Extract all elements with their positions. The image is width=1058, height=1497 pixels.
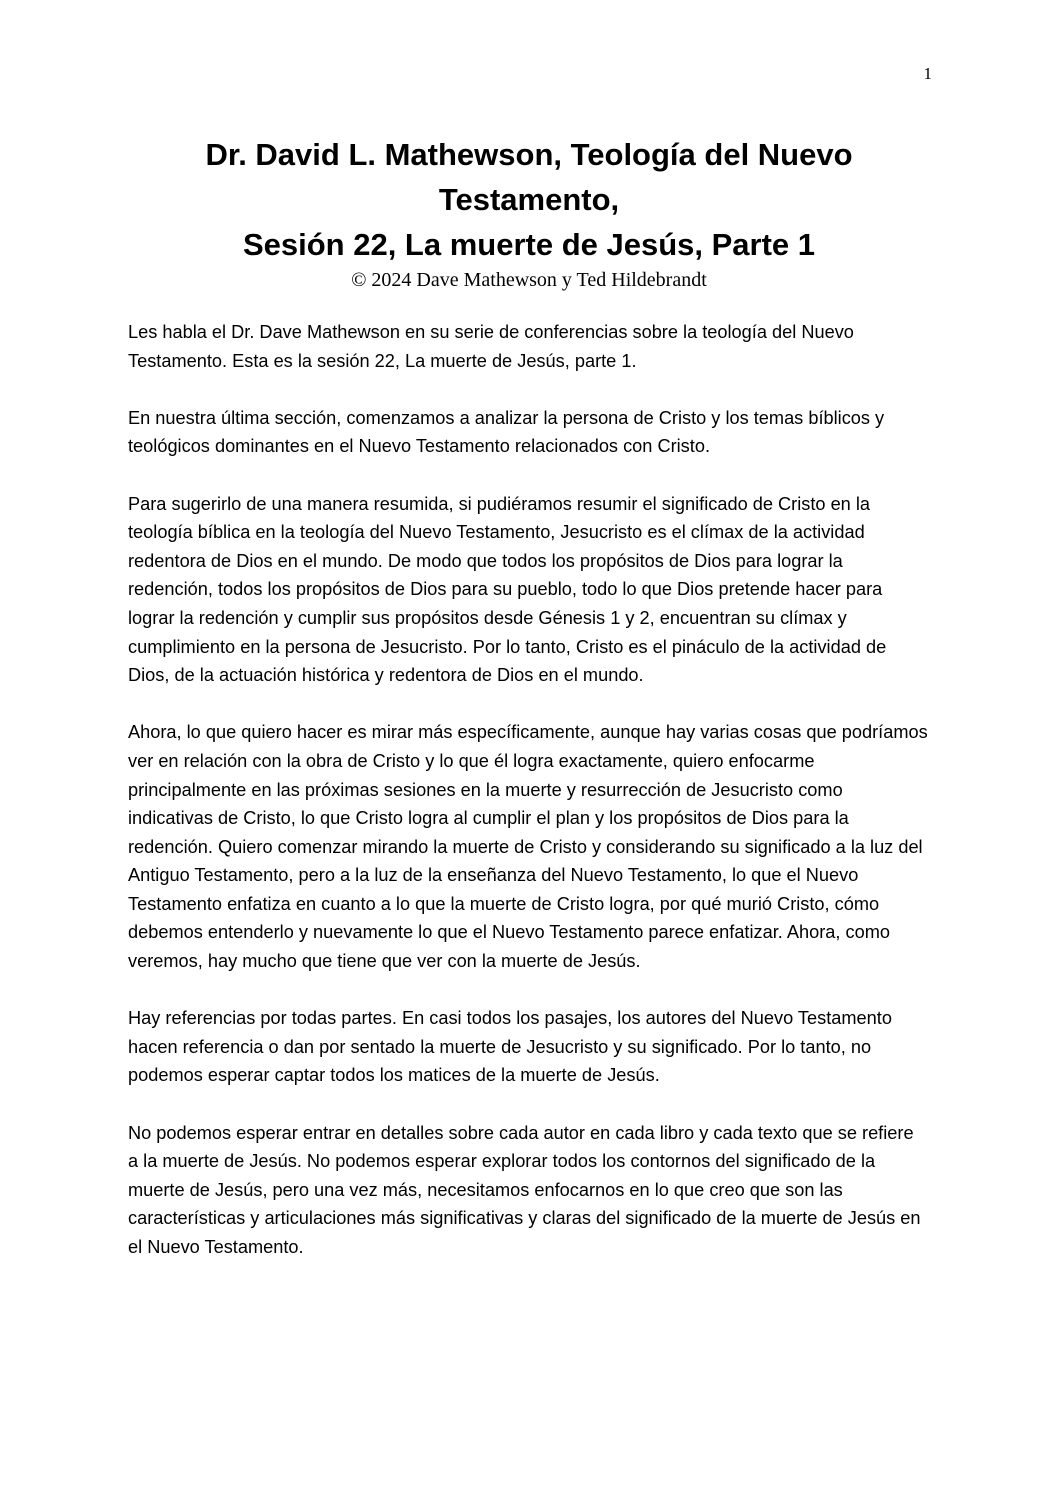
paragraph: Para sugerirlo de una manera resumida, si pudiéramos resumir el significado de Cristo en la teología bíblica en la teología del Nuevo Testamento, Jesucristo es el clímax de la actividad redentora de Dios en el mundo. De modo que todos los propósitos de Dios para lograr la redención, todos los propósitos de Dios para su pueblo, todo lo que Dios pretende hacer para lograr la redención y cumplir sus propósitos desde Génesis 1 y 2, encuentran su clímax y cumplimiento en la persona de Jesucristo. Por lo tanto, Cristo es el pináculo de la actividad de Dios, de la actuación histórica y redentora de Dios en el mundo. bbox=[128, 493, 887, 686]
title-line-2: Testamento, bbox=[438, 182, 620, 217]
title-line-1: Dr. David L. Mathewson, Teología del Nuevo bbox=[205, 137, 853, 172]
paragraph: No podemos esperar entrar en detalles sobre cada autor en cada libro y cada texto que se refiere a la muerte de Jesús. No podemos esperar explorar todos los contornos del significado de la muerte de Jesús, pero una vez más, necesitamos enfocarnos en lo que creo que son las características y articulaciones más significativas y claras del significado de la muerte de Jesús en el Nuevo Testamento. bbox=[128, 1122, 921, 1257]
paragraph: Les habla el Dr. Dave Mathewson en su serie de conferencias sobre la teología del Nuevo Testamento. Esta es la sesión 22, La muerte de Jesús, parte 1. bbox=[128, 322, 854, 371]
page-number: 1 bbox=[923, 64, 932, 83]
paragraph: En nuestra última sección, comenzamos a analizar la persona de Cristo y los temas bíblicos y teológicos dominantes en el Nuevo Testamento relacionados con Cristo. bbox=[128, 407, 885, 457]
title-line-3: Sesión 22, La muerte de Jesús, Parte 1 bbox=[242, 227, 816, 262]
document-body bbox=[128, 318, 928, 1290]
paragraph: Hay referencias por todas partes. En casi todos los pasajes, los autores del Nuevo Testamento hacen referencia o dan por sentado la muerte de Jesucristo y su significado. Por lo tanto, no podemos esperar captar todos los matices de la muerte de Jesús. bbox=[128, 1008, 892, 1086]
paragraph: Ahora, lo que quiero hacer es mirar más específicamente, aunque hay varias cosas que podríamos ver en relación con la obra de Cristo y lo que él logra exactamente, quiero enfocarme principalmente en las próximas sesiones en la muerte y resurrección de Jesucristo como indicativas de Cristo, lo que Cristo logra al cumplir el plan y los propósitos de Dios para la redención. Quiero comenzar mirando la muerte de Cristo y considerando su significado a la luz del Antiguo Testamento, pero a la luz de la enseñanza del Nuevo Testamento, lo que el Nuevo Testamento enfatiza en cuanto a lo que la muerte de Cristo logra, por qué murió Cristo, cómo debemos entenderlo y nuevamente lo que el Nuevo Testamento parece enfatizar. Ahora, como veremos, hay mucho que tiene que ver con la muerte de Jesús. bbox=[128, 722, 928, 972]
document-title bbox=[100, 132, 958, 267]
copyright-notice: © 2024 Dave Mathewson y Ted Hildebrandt bbox=[351, 269, 707, 291]
